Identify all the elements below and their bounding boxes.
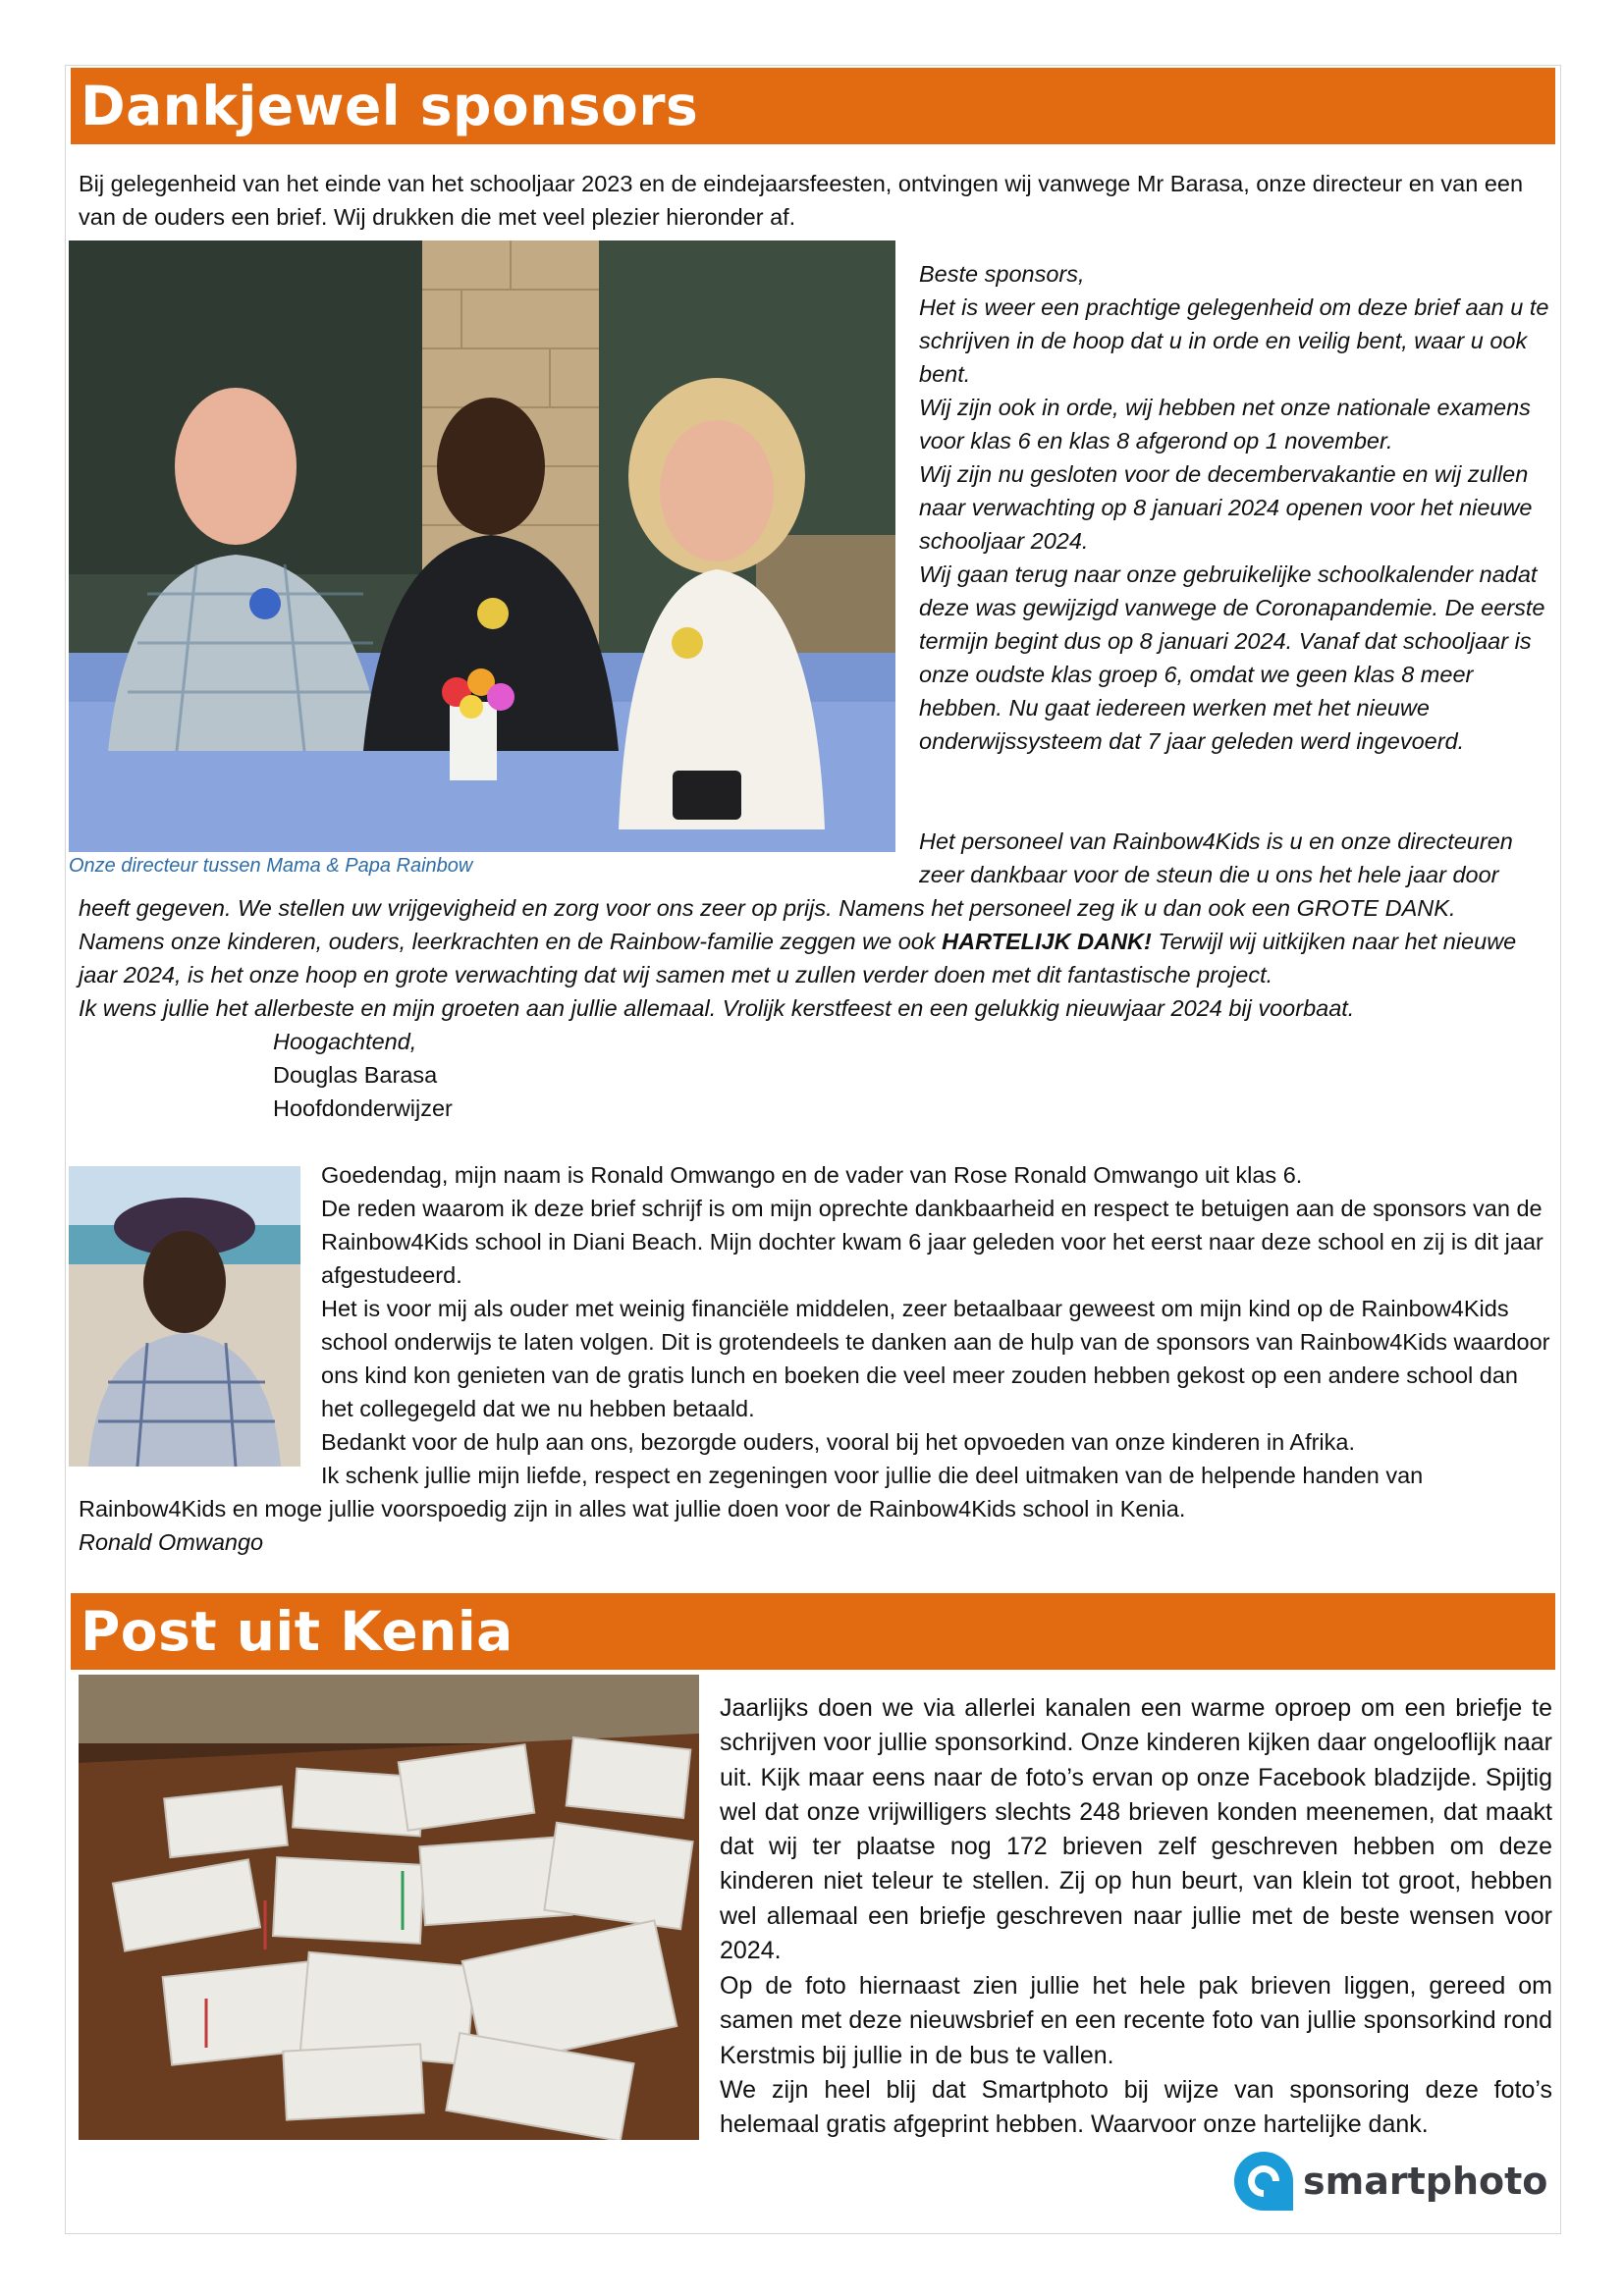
photo-caption: Onze directeur tussen Mama & Papa Rainbow xyxy=(69,855,473,877)
letter-paragraph-6 xyxy=(79,925,1551,991)
letter-paragraph-7: Ik wens jullie het allerbeste en mijn groeten aan jullie allemaal. Vrolijk kerstfeest en een gelukkig nieuwjaar 2024 bij voorbaat. xyxy=(79,995,1355,1021)
letter-p6-bold: HARTELIJK DANK! xyxy=(942,929,1152,954)
parent-letter-paragraph-4: Bedankt voor de hulp aan ons, bezorgde ouders, vooral bij het opvoeden van onze kinderen in Afrika. xyxy=(321,1429,1355,1455)
letter-paragraph-4: Wij gaan terug naar onze gebruikelijke schoolkalender nadat deze was gewijzigd vanwege de Coronapandemie. De eerste termijn begint dus op 8 januari 2024. Vanaf dat schooljaar is onze oudste klas groep 6, omdat we geen klas 8 meer hebben. Nu gaat iedereen werken met het nieuwe onderwijssysteem dat 7 jaar geleden werd ingevoerd. xyxy=(919,561,1545,754)
signature-closing: Hoogachtend, xyxy=(273,1029,417,1054)
letter-p6-text-b: Terwijl wij uitkijken naar het nieuwe jaar 2024, is het onze hoop en grote verwachting dat wij samen met u zullen verder doen met dit fantastische project. xyxy=(79,929,1517,988)
letter-greeting: Beste sponsors, xyxy=(919,261,1085,287)
letter-paragraph-5-rest: heeft gegeven. We stellen uw vrijgevigheid en zorg voor ons zeer op prijs. Namens het personeel zeg ik u dan ook een GROTE DANK. xyxy=(79,895,1456,921)
letter-paragraph-5-start: Het personeel van Rainbow4Kids is u en onze directeuren zeer dankbaar voor de steun die u ons het hele jaar door xyxy=(919,828,1513,887)
photo-ronald-omwango xyxy=(69,1166,300,1467)
letter-p6-text-a: Namens onze kinderen, ouders, leerkrachten en de Rainbow-familie zeggen we ook xyxy=(79,929,936,954)
parent-letter-paragraph-3: Het is voor mij als ouder met weinig financiële middelen, zeer betaalbaar geweest om mijn kind op de Rainbow4Kids school onderwijs te laten volgen. Dit is grotendeels te danken aan de hulp van de sponsors van Rainbow4Kids waardoor ons kind kon genieten van de gratis lunch en boeken die veel meer zouden hebben gekost op een andere school dan het collegegeld dat we nu hebben betaald. xyxy=(321,1296,1550,1421)
photo-stack-of-letters xyxy=(79,1675,699,2140)
smartphoto-logo-word: smartphoto xyxy=(1303,2160,1548,2203)
parent-signature: Ronald Omwango xyxy=(79,1529,264,1555)
post-paragraph-3: We zijn heel blij dat Smartphoto bij wijze van sponsoring deze foto’s helemaal gratis afgeprint hebben. Waarvoor onze hartelijke dank. xyxy=(720,2076,1552,2139)
parent-letter-paragraph-2: De reden waarom ik deze brief schrijf is om mijn oprechte dankbaarheid en respect te betuigen aan de sponsors van de Rainbow4Kids school in Diani Beach. Mijn dochter kwam 6 jaar geleden voor het eerst naar deze school en zij is dit jaar afgestudeerd. xyxy=(321,1196,1543,1288)
intro-paragraph: Bij gelegenheid van het einde van het schooljaar 2023 en de eindejaarsfeesten, ontvingen wij vanwege Mr Barasa, onze directeur en van een van de ouders een brief. Wij drukken die met veel plezier hieronder af. xyxy=(79,171,1524,230)
section-title-post-uit-kenia: Post uit Kenia xyxy=(71,1593,1555,1670)
post-paragraph-1: Jaarlijks doen we via allerlei kanalen een warme oproep om een briefje te schrijven voor jullie sponsorkind. Onze kinderen kijken daar ongelooflijk naar uit. Kijk maar eens naar de foto’s ervan op onze Facebook bladzijde. Spijtig wel dat onze vrijwilligers slechts 248 brieven konden meenemen, dat maakt dat wij ter plaatse nog 172 brieven zelf geschreven hebben om deze kinderen niet teleur te stellen. Zij op hun beurt, van klein tot groot, hebben wel allemaal een briefje geschreven naar jullie met de beste wensen voor 2024. xyxy=(720,1694,1552,1965)
photo-director-with-mama-papa-rainbow xyxy=(69,240,895,852)
letter-paragraph-1: Het is weer een prachtige gelegenheid om deze brief aan u te schrijven in de hoop dat u in orde en veilig bent, waar u ook bent. xyxy=(919,294,1549,387)
smartphoto-logo xyxy=(1232,2147,1547,2216)
parent-letter-paragraph-5-start: Ik schenk jullie mijn liefde, respect en zegeningen voor jullie die deel uitmaken van de helpende handen van xyxy=(321,1463,1424,1488)
signature-name: Douglas Barasa xyxy=(273,1062,438,1088)
post-paragraph-2: Op de foto hiernaast zien jullie het hele pak brieven liggen, gereed om samen met deze nieuwsbrief en een recente foto van jullie sponsorkind rond Kerstmis bij jullie in de bus te vallen. xyxy=(720,1972,1552,2069)
letter-paragraph-3: Wij zijn nu gesloten voor de decembervakantie en wij zullen naar verwachting op 8 januari 2024 openen voor het nieuwe schooljaar 2024. xyxy=(919,461,1533,554)
parent-letter-line-1: Goedendag, mijn naam is Ronald Omwango en de vader van Rose Ronald Omwango uit klas 6. xyxy=(321,1162,1303,1188)
smartphoto-logo-icon xyxy=(1232,2150,1295,2213)
signature-role: Hoofdonderwijzer xyxy=(273,1095,453,1121)
parent-letter-paragraph-5-rest: Rainbow4Kids en moge jullie voorspoedig zijn in alles wat jullie doen voor de Rainbow4Kids school in Kenia. xyxy=(79,1496,1186,1522)
letter-paragraph-2: Wij zijn ook in orde, wij hebben net onze nationale examens voor klas 6 en klas 8 afgerond op 1 november. xyxy=(919,395,1531,454)
section-title-dankjewel: Dankjewel sponsors xyxy=(71,68,1555,144)
